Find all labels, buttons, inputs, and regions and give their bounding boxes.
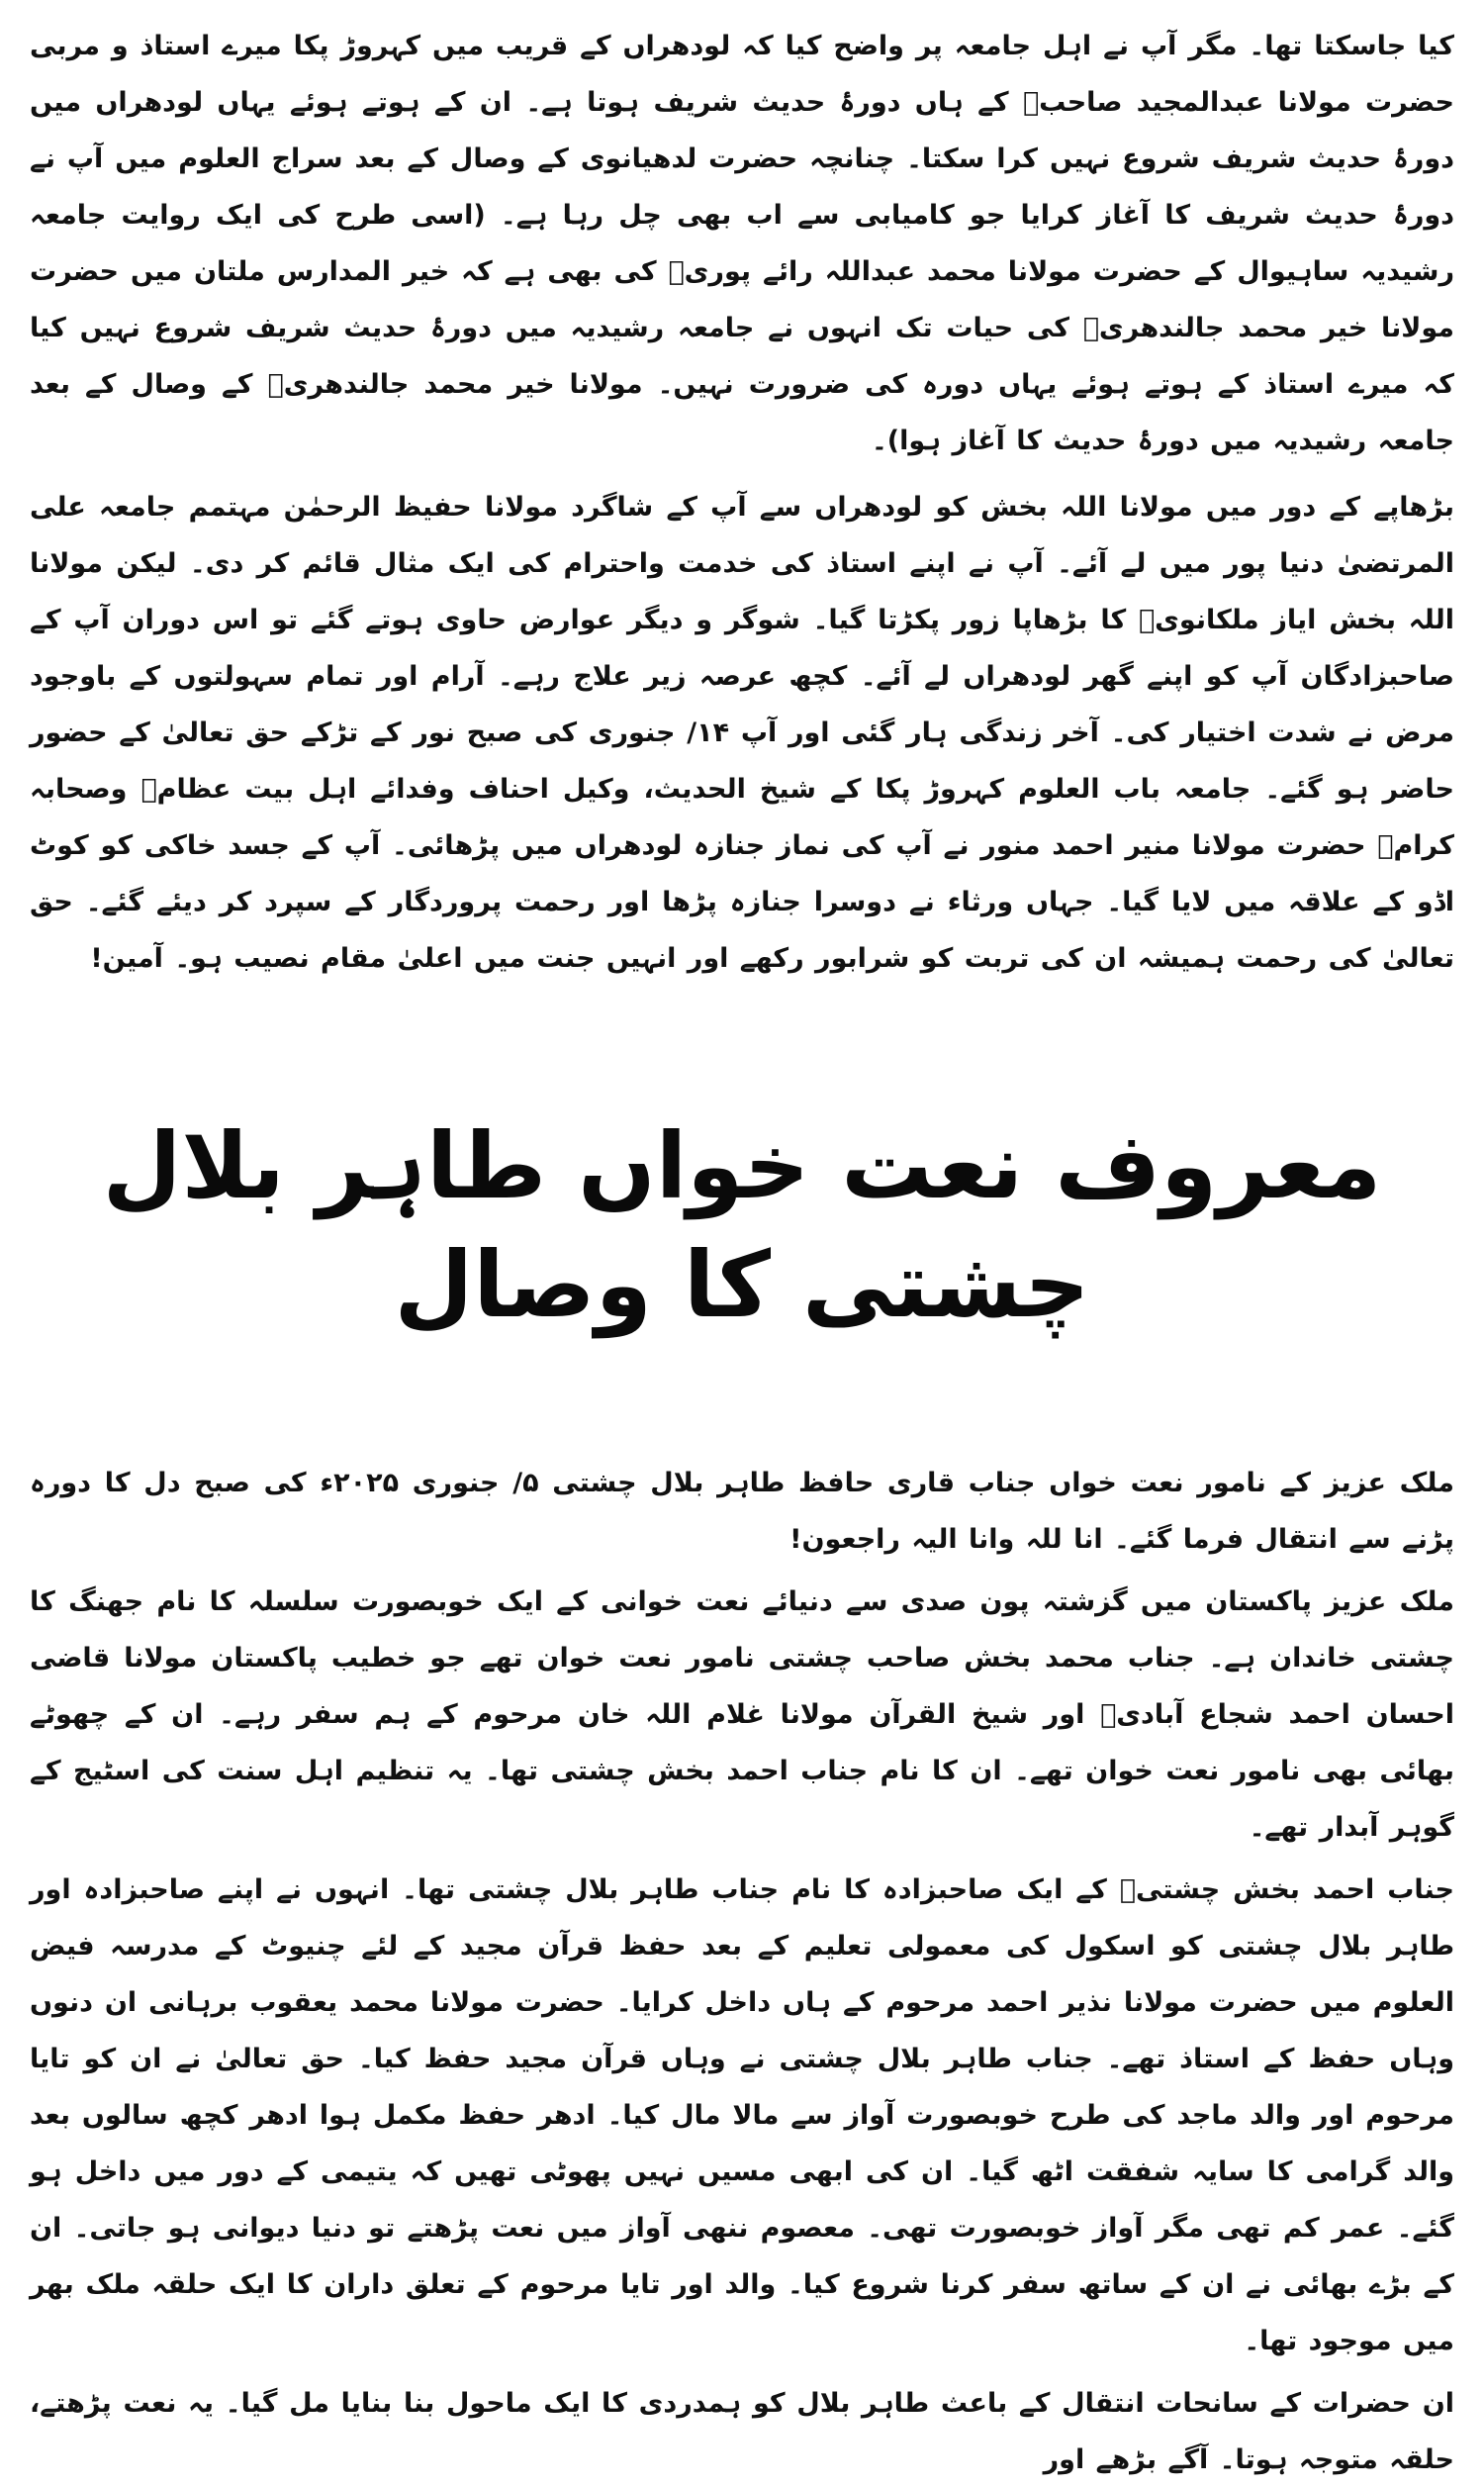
article-heading-block <box>30 1046 1454 1405</box>
paragraph-old-age-and-death: بڑھاپے کے دور میں مولانا اللہ بخش کو لودھراں سے آپ کے شاگرد مولانا حفیظ الرحمٰن مہتمم جامعہ علی المرتضیٰ دنیا پور میں لے آئے۔ آپ نے اپنے استاذ کی خدمت واحترام کی ایک مثال قائم کر دی۔ لیکن مولانا اللہ بخش ایاز ملکانویؒ کا بڑھاپا زور پکڑتا گیا۔ شوگر و دیگر عوارض حاوی ہوتے گئے تو اس دوران آپ کے صاحبزادگان آپ کو اپنے گھر لودھراں لے آئے۔ کچھ عرصہ زیر علاج رہے۔ آرام اور تمام سہولتوں کے باوجود مرض نے شدت اختیار کی۔ آخر زندگی ہار گئی اور آپ ۱۴/ جنوری کی صبح نور کے تڑکے حق تعالیٰ کے حضور حاضر ہو گئے۔ جامعہ باب العلوم کہروڑ پکا کے شیخ الحدیث، وکیل احناف وفدائے اہل بیت عظامؓ وصحابہ کرامؓ حضرت مولانا منیر احمد منور نے آپ کی نماز جنازہ لودھراں میں پڑھائی۔ آپ کے جسد خاکی کو کوٹ اڈو کے علاقہ میں لایا گیا۔ جہاں ورثاء نے دوسرا جنازہ پڑھا اور رحمت پروردگار کے سپرد کر دیئے گئے۔ حق تعالیٰ کی رحمت ہمیشہ ان کی تربت کو شرابور رکھے اور انہیں جنت میں اعلیٰ مقام نصیب ہو۔ آمین! <box>30 492 1455 974</box>
paragraph-early-life: جناب احمد بخش چشتیؒ کے ایک صاحبزادہ کا نام جناب طاہر بلال چشتی تھا۔ انہوں نے اپنے صاحبزادہ اور طاہر بلال چشتی کو اسکول کی معمولی تعلیم کے بعد حفظ قرآن مجید کے لئے چنیوٹ کے مدرسہ فیض العلوم میں حضرت مولانا نذیر احمد مرحوم کے ہاں داخل کرایا۔ حضرت مولانا محمد یعقوب برہانی ان دنوں وہاں حفظ کے استاذ تھے۔ جناب طاہر بلال چشتی نے وہاں قرآن مجید حفظ کیا۔ حق تعالیٰ نے ان کو تایا مرحوم اور والد ماجد کی طرح خوبصورت آواز سے مالا مال کیا۔ ادھر حفظ مکمل ہوا ادھر کچھ سالوں بعد والد گرامی کا سایہ شفقت اٹھ گیا۔ ان کی ابھی مسیں نہیں پھوٹی تھیں کہ یتیمی کے دور میں داخل ہو گئے۔ عمر کم تھی مگر آواز خوبصورت تھی۔ معصوم ننھی آواز میں نعت پڑھتے تو دنیا دیوانی ہو جاتی۔ ان کے بڑے بھائی نے ان کے ساتھ سفر کرنا شروع کیا۔ والد اور تایا مرحوم کے تعلق داران کا ایک حلقہ ملک بھر میں موجود تھا۔ <box>30 1874 1454 2357</box>
obituary-continuation-section <box>30 18 1454 987</box>
article-heading: معروف نعت خواں طاہر بلال چشتی کا وصال <box>102 1112 1382 1338</box>
paragraph-death-announcement: ملک عزیز کے نامور نعت خواں جناب قاری حافظ طاہر بلال چشتی ۵/ جنوری ۲۰۲۵ء کی صبح دل کا دورہ پڑنے سے انتقال فرما گئے۔ انا للہ وانا الیہ راجعون! <box>30 1468 1454 1556</box>
paragraph-career-start: ان حضرات کے سانحات انتقال کے باعث طاہر بلال کو ہمدردی کا ایک ماحول بنا بنایا مل گیا۔ یہ نعت پڑھتے، حلقہ متوجہ ہوتا۔ آگے بڑھے اور <box>30 2388 1454 2476</box>
paragraph-dora-hadith: کیا جاسکتا تھا۔ مگر آپ نے اہل جامعہ پر واضح کیا کہ لودھراں کے قریب میں کہروڑ پکا میرے استاذ و مربی حضرت مولانا عبدالمجید صاحبؒ کے ہاں دورۂ حدیث شریف ہوتا ہے۔ ان کے ہوتے ہوئے یہاں لودھراں میں دورۂ حدیث شریف شروع نہیں کرا سکتا۔ چنانچہ حضرت لدھیانوی کے وصال کے بعد سراج العلوم میں آپ نے دورۂ حدیث شریف کا آغاز کرایا جو کامیابی سے اب بھی چل رہا ہے۔ (اسی طرح کی ایک روایت جامعہ رشیدیہ ساہیوال کے حضرت مولانا محمد عبداللہ رائے پوریؒ کی بھی ہے کہ خیر المدارس ملتان میں حضرت مولانا خیر محمد جالندھریؒ کی حیات تک انہوں نے جامعہ رشیدیہ میں دورۂ حدیث شریف شروع نہیں کیا کہ میرے استاذ کے ہوتے ہوئے یہاں دورہ کی ضرورت نہیں۔ مولانا خیر محمد جالندھریؒ کے وصال کے بعد جامعہ رشیدیہ میں دورۂ حدیث کا آغاز ہوا)۔ <box>30 31 1454 456</box>
paragraph-chishti-family: ملک عزیز پاکستان میں گزشتہ پون صدی سے دنیائے نعت خوانی کے ایک خوبصورت سلسلہ کا نام جھنگ کا چشتی خاندان ہے۔ جناب محمد بخش صاحب چشتی نامور نعت خوان تھے جو خطیب پاکستان مولانا قاضی احسان احمد شجاع آبادیؒ اور شیخ القرآن مولانا غلام اللہ خان مرحوم کے ہم سفر رہے۔ ان کے چھوٹے بھائی بھی نامور نعت خوان تھے۔ ان کا نام جناب احمد بخش چشتی تھا۔ یہ تنظیم اہل سنت کی اسٹیج کے گوہر آبدار تھے۔ <box>30 1586 1454 1844</box>
naat-khwan-article-section <box>30 1455 1454 2488</box>
